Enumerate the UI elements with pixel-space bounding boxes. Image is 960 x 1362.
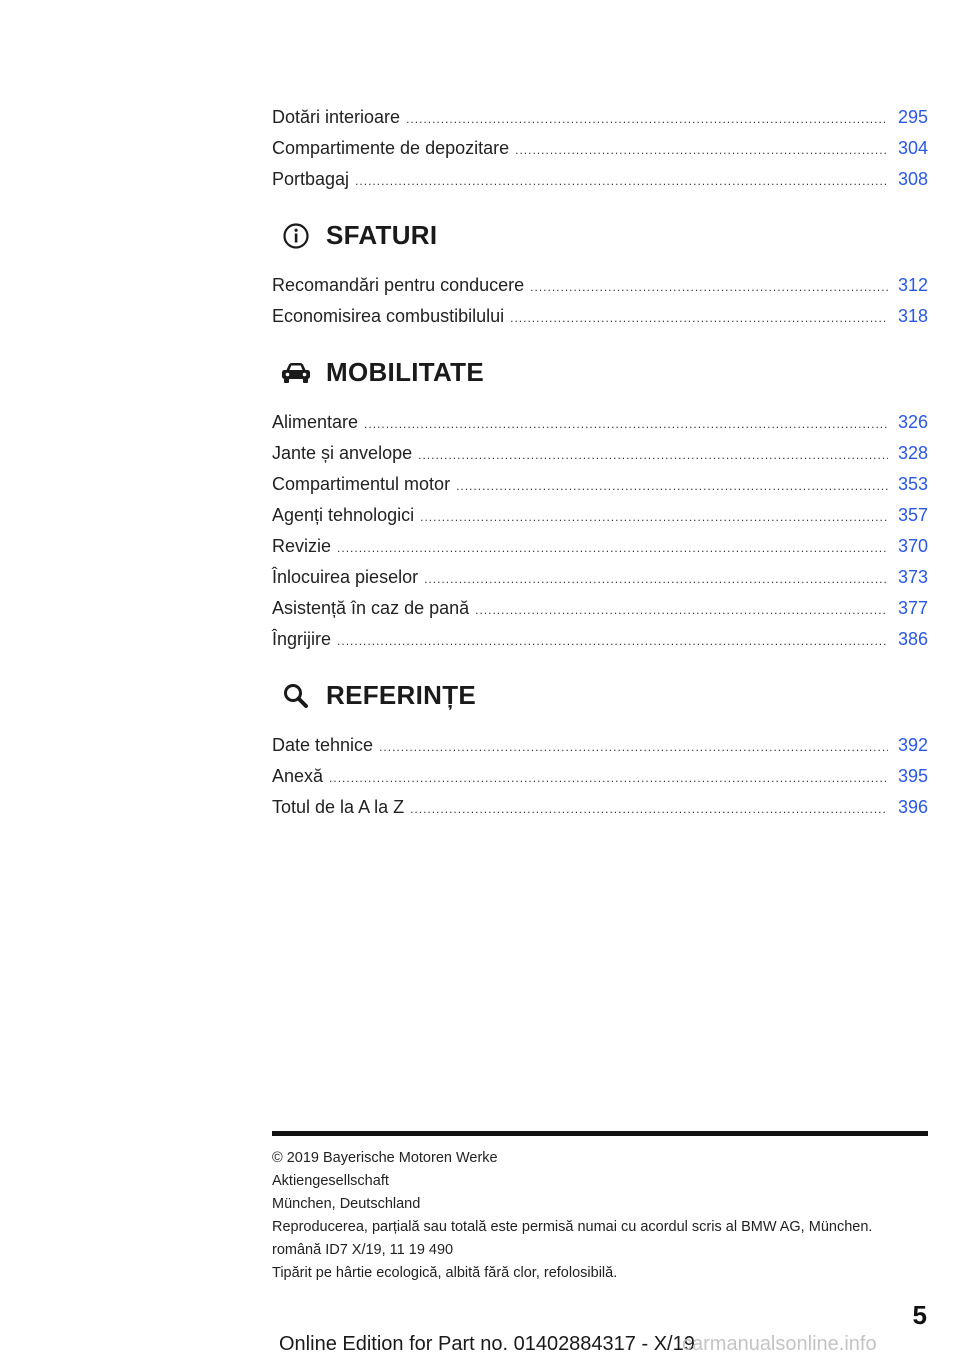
toc-row[interactable] <box>272 761 928 792</box>
toc-title: Asistență în caz de pană <box>272 598 470 618</box>
toc-group-top <box>272 102 928 195</box>
toc-page-link[interactable]: 308 <box>897 169 928 189</box>
toc-row[interactable] <box>272 407 928 438</box>
page-number: 5 <box>912 1300 927 1330</box>
footer-divider <box>272 1131 928 1136</box>
toc-page-link[interactable]: 318 <box>897 306 928 326</box>
dot-leader <box>406 104 888 135</box>
toc-row[interactable] <box>272 500 928 531</box>
toc-page-link[interactable]: 312 <box>897 275 928 295</box>
imprint-line: română ID7 X/19, 11 19 490 <box>272 1242 454 1258</box>
toc-page-link[interactable]: 396 <box>897 797 928 817</box>
magnifier-icon <box>276 681 316 711</box>
toc-title: Alimentare <box>272 412 359 432</box>
section-heading-sfaturi <box>272 213 928 258</box>
section-title: SFATURI <box>326 220 438 250</box>
toc-page-link[interactable]: 357 <box>897 505 928 525</box>
toc-page-link[interactable]: 373 <box>897 567 928 587</box>
imprint-line: Tipărit pe hârtie ecologică, albită fără clor, refolosibilă. <box>272 1265 618 1281</box>
toc-row[interactable] <box>272 438 928 469</box>
section-title: REFERINȚE <box>326 680 477 710</box>
section-title: MOBILITATE <box>326 357 485 387</box>
imprint-line: Reproducerea, parțială sau totală este permisă numai cu acordul scris al BMW AG, München. <box>272 1219 873 1235</box>
toc-title: Recomandări pentru conducere <box>272 275 525 295</box>
dot-leader <box>355 166 888 197</box>
toc-row[interactable] <box>272 133 928 164</box>
dot-leader <box>337 626 888 657</box>
toc-page-link[interactable]: 295 <box>897 107 928 127</box>
toc-page-link[interactable]: 395 <box>897 766 928 786</box>
dot-leader <box>515 135 888 166</box>
imprint-line: © 2019 Bayerische Motoren Werke <box>272 1150 498 1166</box>
toc-page-link[interactable]: 353 <box>897 474 928 494</box>
dot-leader <box>337 533 888 564</box>
toc-page-link[interactable]: 386 <box>897 629 928 649</box>
toc-row[interactable] <box>272 270 928 301</box>
car-icon <box>276 358 316 388</box>
imprint-line: München, Deutschland <box>272 1196 421 1212</box>
toc-title: Date tehnice <box>272 735 374 755</box>
toc-row[interactable] <box>272 562 928 593</box>
imprint-line: Aktiengesellschaft <box>272 1173 389 1189</box>
toc-row[interactable] <box>272 624 928 655</box>
toc-page-link[interactable]: 377 <box>897 598 928 618</box>
toc-page-link[interactable]: 370 <box>897 536 928 556</box>
dot-leader <box>379 732 888 763</box>
watermark: carmanualsonline.info <box>682 1333 877 1355</box>
toc-title: Economisirea combustibilului <box>272 306 505 326</box>
toc-title: Jante și anvelope <box>272 443 413 463</box>
toc-row[interactable] <box>272 301 928 332</box>
toc-title: Revizie <box>272 536 332 556</box>
dot-leader <box>410 794 888 825</box>
toc-page-link[interactable]: 328 <box>897 443 928 463</box>
section-heading-referinte <box>272 673 928 718</box>
toc-row[interactable] <box>272 102 928 133</box>
toc-title: Înlocuirea pieselor <box>272 567 419 587</box>
toc-page-link[interactable]: 392 <box>897 735 928 755</box>
dot-leader <box>475 595 888 626</box>
dot-leader <box>420 502 888 533</box>
section-heading-mobilitate <box>272 350 928 395</box>
toc-row[interactable] <box>272 730 928 761</box>
toc-title: Compartimentul motor <box>272 474 451 494</box>
toc-title: Îngrijire <box>272 629 332 649</box>
toc-title: Compartimente de depozitare <box>272 138 510 158</box>
toc-page-link[interactable]: 304 <box>897 138 928 158</box>
dot-leader <box>364 409 888 440</box>
toc-row[interactable] <box>272 531 928 562</box>
dot-leader <box>456 471 888 502</box>
toc-title: Agenți tehnologici <box>272 505 415 525</box>
info-icon <box>276 221 316 251</box>
dot-leader <box>424 564 888 595</box>
toc-row[interactable] <box>272 164 928 195</box>
toc-title: Portbagaj <box>272 169 350 189</box>
dot-leader <box>510 303 888 334</box>
imprint <box>272 1147 932 1285</box>
dot-leader <box>530 272 888 303</box>
toc-page-link[interactable]: 326 <box>897 412 928 432</box>
toc-row[interactable] <box>272 469 928 500</box>
toc-row[interactable] <box>272 792 928 823</box>
toc-row[interactable] <box>272 593 928 624</box>
online-edition-note: Online Edition for Part no. 01402884317 - X/19 <box>279 1333 695 1355</box>
dot-leader <box>329 763 888 794</box>
toc-title: Dotări interioare <box>272 107 401 127</box>
toc-title: Totul de la A la Z <box>272 797 405 817</box>
dot-leader <box>418 440 888 471</box>
table-of-contents <box>272 102 928 823</box>
toc-title: Anexă <box>272 766 324 786</box>
